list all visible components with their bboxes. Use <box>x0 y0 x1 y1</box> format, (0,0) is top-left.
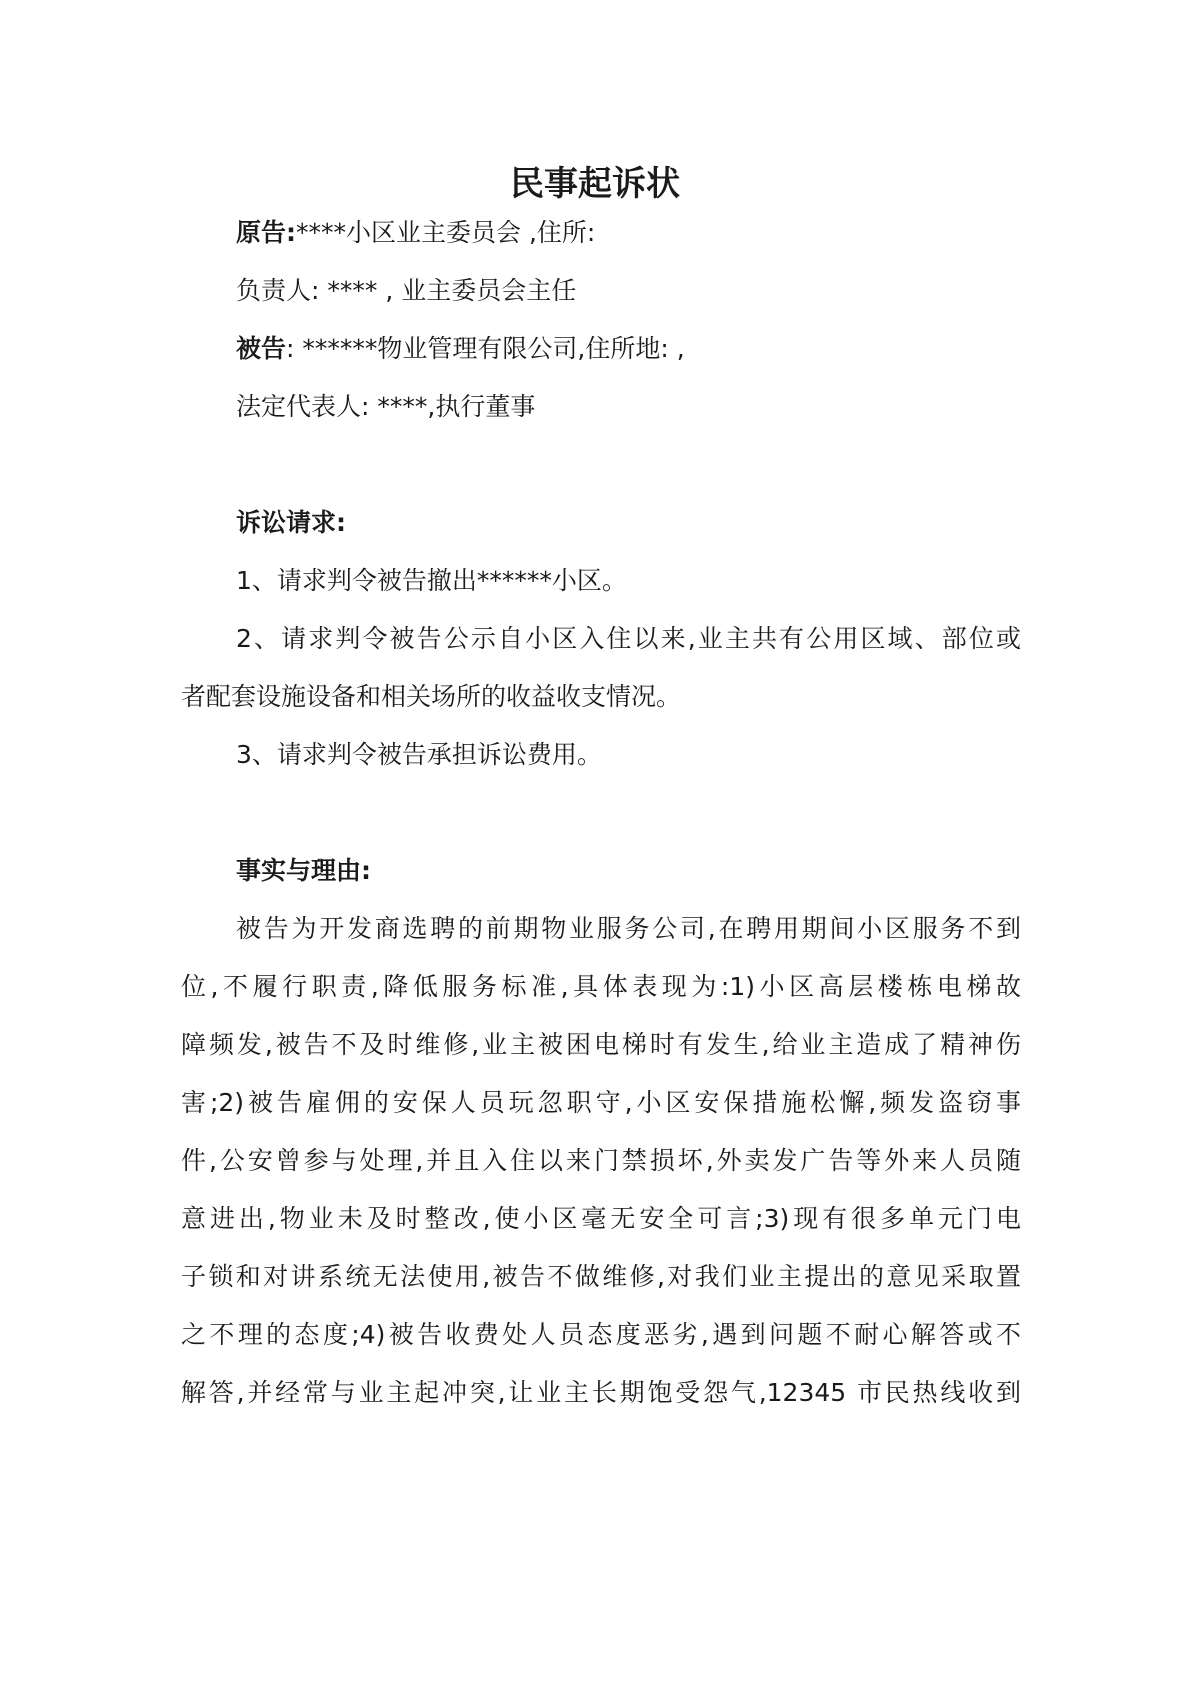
plaintiff-line <box>181 215 1021 251</box>
legal-rep-line: 法定代表人: ****,执行董事 <box>236 392 536 421</box>
facts-line: 解答,并经常与业主起冲突,让业主长期饱受怨气,12345 市民热线收到 <box>181 1378 1021 1407</box>
claim-item-2-line1: 2、请求判令被告公示自小区入住以来,业主共有公用区域、部位或 <box>236 624 1021 653</box>
plaintiff-text: ****小区业主委员会 ,住所: <box>296 218 596 247</box>
claim-item-2-line2: 者配套设施设备和相关场所的收益收支情况。 <box>181 682 682 711</box>
claim-item-3: 3、请求判令被告承担诉讼费用。 <box>236 740 602 769</box>
defendant-text: : ******物业管理有限公司,住所地: , <box>286 334 685 363</box>
plaintiff-label: 原告: <box>236 218 296 247</box>
defendant-line <box>181 331 1021 367</box>
defendant-label: 被告 <box>236 334 287 363</box>
claim-item-1: 1、请求判令被告撤出******小区。 <box>236 566 627 595</box>
facts-line: 害;2)被告雇佣的安保人员玩忽职守,小区安保措施松懈,频发盗窃事 <box>181 1088 1021 1117</box>
facts-line: 位,不履行职责,降低服务标准,具体表现为:1)小区高层楼栋电梯故 <box>181 972 1021 1001</box>
claims-heading: 诉讼请求: <box>236 508 346 537</box>
facts-heading: 事实与理由: <box>236 856 371 885</box>
facts-line: 被告为开发商选聘的前期物业服务公司,在聘用期间小区服务不到 <box>236 914 1021 943</box>
facts-line: 之不理的态度;4)被告收费处人员态度恶劣,遇到问题不耐心解答或不 <box>181 1320 1021 1349</box>
facts-line: 障频发,被告不及时维修,业主被困电梯时有发生,给业主造成了精神伤 <box>181 1030 1021 1059</box>
facts-line: 件,公安曾参与处理,并且入住以来门禁损坏,外卖发广告等外来人员随 <box>181 1146 1021 1175</box>
representative-line: 负责人: **** , 业主委员会主任 <box>236 276 577 305</box>
document-title: 民事起诉状 <box>510 164 680 204</box>
facts-line: 意进出,物业未及时整改,使小区毫无安全可言;3)现有很多单元门电 <box>181 1204 1021 1233</box>
facts-line: 子锁和对讲系统无法使用,被告不做维修,对我们业主提出的意见采取置 <box>181 1262 1021 1291</box>
